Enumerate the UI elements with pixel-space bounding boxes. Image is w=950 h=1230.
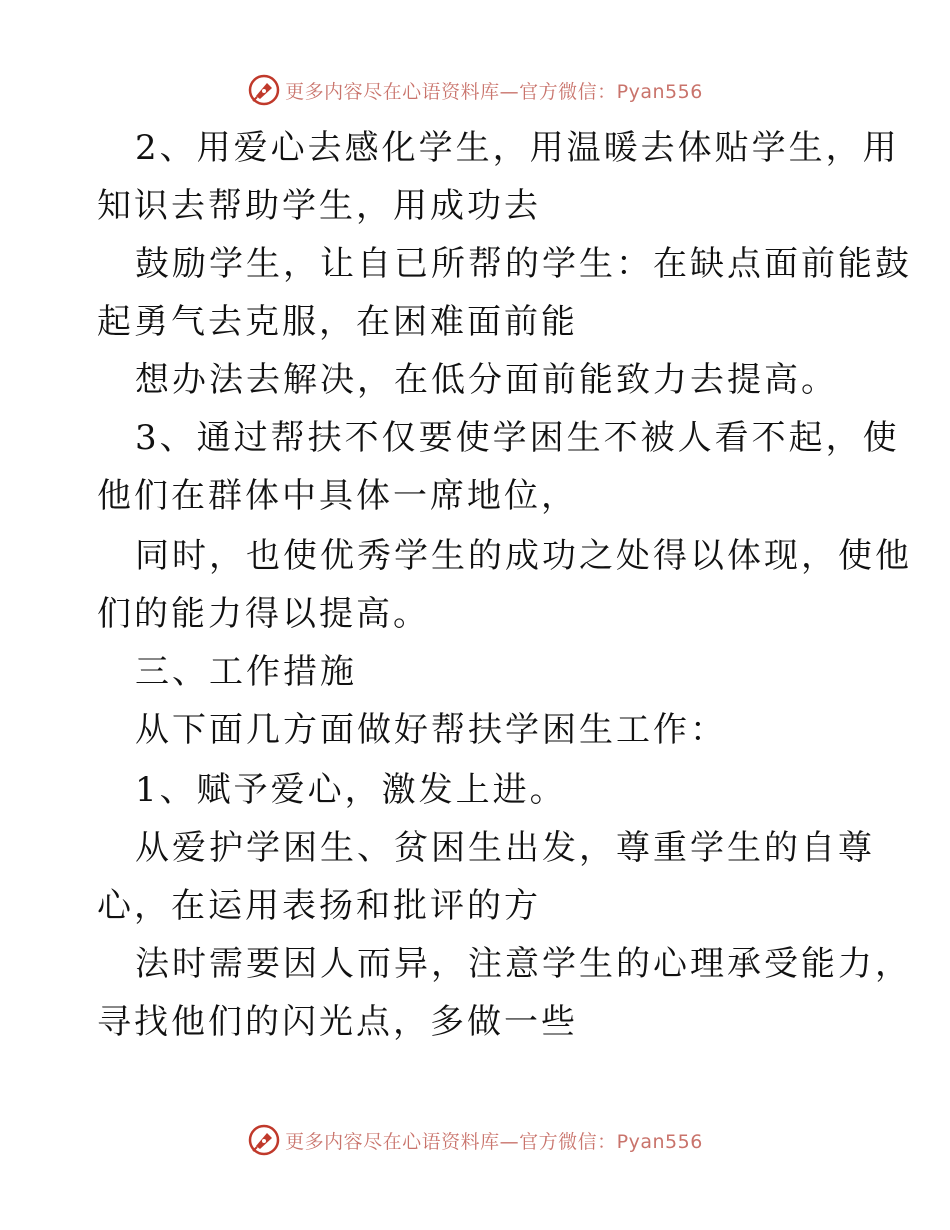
watermark-text: 更多内容尽在心语资料库—官方微信：Pyan556 <box>285 1130 703 1153</box>
watermark-text: 更多内容尽在心语资料库—官方微信：Pyan556 <box>285 80 703 103</box>
body-line: 想办法去解决，在低分面前能致力去提高。 <box>135 360 838 400</box>
body-line: 寻找他们的闪光点，多做一些 <box>97 1002 578 1042</box>
body-line: 心，在运用表扬和批评的方 <box>97 886 541 926</box>
body-line: 们的能力得以提高。 <box>97 594 430 634</box>
body-line: 3、通过帮扶不仅要使学困生不被人看不起，使 <box>135 418 900 458</box>
body-line: 从下面几方面做好帮扶学困生工作： <box>135 710 727 750</box>
body-line: 知识去帮助学生，用成功去 <box>97 186 541 226</box>
footer-watermark <box>0 1120 950 1160</box>
subheading: 1、赋予爱心，激发上进。 <box>135 770 567 810</box>
body-line: 2、用爱心去感化学生，用温暖去体贴学生，用 <box>135 128 900 168</box>
body-line: 同时，也使优秀学生的成功之处得以体现，使他 <box>135 536 912 576</box>
body-line: 他们在群体中具体一席地位， <box>97 476 578 516</box>
body-line: 起勇气去克服，在困难面前能 <box>97 302 578 342</box>
body-line: 从爱护学困生、贫困生出发，尊重学生的自尊 <box>135 828 875 868</box>
body-line: 鼓励学生，让自已所帮的学生：在缺点面前能鼓 <box>135 244 912 284</box>
section-heading: 三、工作措施 <box>135 652 357 692</box>
body-line: 法时需要因人而异，注意学生的心理承受能力， <box>135 944 912 984</box>
pen-nib-logo-icon <box>247 1123 281 1157</box>
